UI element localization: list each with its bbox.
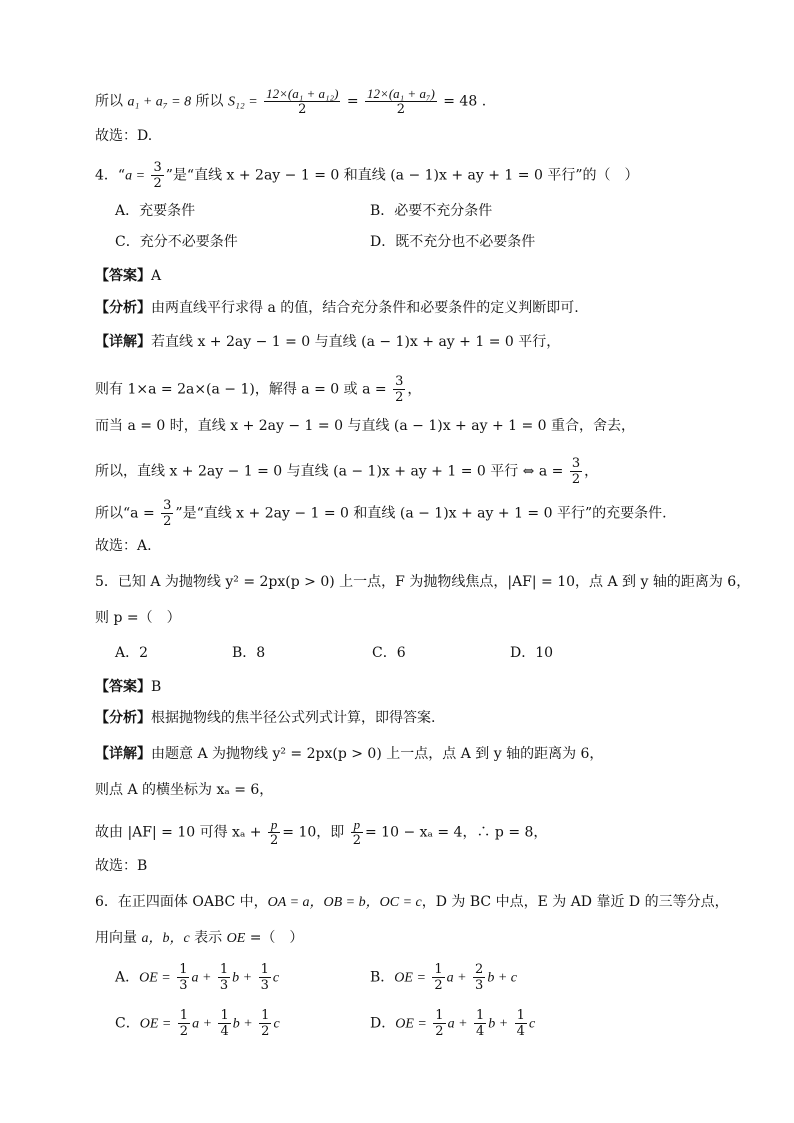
q3-choice: 故选：D. — [95, 128, 153, 144]
q6-option-c[interactable]: C．OE = $\frac{1}{2}$ a + $\frac{1}{4}$ b + $\frac{1}{2}$ c — [115, 1008, 280, 1039]
q3-sum-symbol: S₁₂ = — [228, 94, 258, 110]
q5-stem-2: 则 p =（ ） — [95, 610, 181, 626]
q4-fraction: $\frac{3}{2}$ — [153, 160, 162, 191]
q4-stem: 4．“a = $\frac{3}{2}$ ”是“直线 x + 2ay − 1 = 0 和直线 (a − 1)x + ay + 1 = 0 平行”的（ ） — [95, 160, 639, 191]
q4-answer: 【答案】A — [95, 268, 162, 284]
q5-option-a[interactable]: A．2 — [115, 645, 149, 661]
q4-detail-2: 则有 1×a = 2a×(a − 1)，解得 a = 0 或 a = $\frac{3}{2}$ ， — [95, 374, 422, 405]
q3-result: = 48 . — [443, 93, 487, 110]
q4-analysis: 【分析】由两直线平行求得 a 的值，结合充分条件和必要条件的定义判断即可. — [95, 300, 579, 316]
q4-choice: 故选：A. — [95, 538, 152, 554]
q6-option-b[interactable]: B．OE = $\frac{1}{2}$ a + $\frac{2}{3}$ b + c — [370, 962, 517, 993]
q4-option-d[interactable]: D．既不充分也不必要条件 — [370, 234, 536, 250]
q6-stem-1: 6．在正四面体 OABC 中，OA = a，OB = b，OC = c，D 为 BC 中点，E 为 AD 靠近 D 的三等分点， — [95, 894, 729, 910]
q3-fraction-2: $\frac{\text{12×(a₁ + a₇)}}{2}$ — [367, 86, 435, 117]
q3-text: 所以 — [95, 93, 123, 110]
q5-analysis: 【分析】根据抛物线的焦半径公式列式计算，即得答案. — [95, 710, 436, 726]
q4-detail-3: 而当 a = 0 时，直线 x + 2ay − 1 = 0 与直线 (a − 1)x + ay + 1 = 0 重合，舍去， — [95, 418, 636, 434]
q6-vector-defs: OA = a，OB = b，OC = c — [267, 895, 422, 910]
q5-answer: 【答案】B — [95, 679, 162, 695]
q6-stem-2: 用向量 a，b，c 表示 OE =（ ） — [95, 930, 304, 946]
q4-detail-fraction: $\frac{3}{2}$ — [571, 456, 581, 487]
q6-option-d[interactable]: D．OE = $\frac{1}{2}$ a + $\frac{1}{4}$ b + $\frac{1}{4}$ c — [370, 1008, 536, 1039]
q4-detail-1: 【详解】若直线 x + 2ay − 1 = 0 与直线 (a − 1)x + ay + 1 = 0 平行， — [95, 334, 561, 350]
q4-detail-fraction: $\frac{3}{2}$ — [163, 498, 172, 529]
q4-detail-4: 所以，直线 x + 2ay − 1 = 0 与直线 (a − 1)x + ay + 1 = 0 平行 ⇔ a = $\frac{3}{2}$ ， — [95, 456, 599, 487]
q5-detail-3: 故由 |AF| = 10 可得 xₐ + $\frac{p}{2}$ = 10，即 $\frac{p}{2}$ = 10 − xₐ = 4，∴ p = 8， — [95, 817, 548, 848]
q5-option-c[interactable]: C．6 — [372, 645, 406, 661]
q5-choice: 故选：B — [95, 858, 148, 874]
q4-option-b[interactable]: B．必要不充分条件 — [370, 203, 493, 219]
q5-option-b[interactable]: B．8 — [232, 645, 266, 661]
q4-detail-5: 所以“a = $\frac{3}{2}$ ”是“直线 x + 2ay − 1 = 0 和直线 (a − 1)x + ay + 1 = 0 平行”的充要条件. — [95, 498, 667, 529]
q5-stem-1: 5．已知 A 为抛物线 y² = 2px(p > 0) 上一点，F 为抛物线焦点，|AF| = 10，点 A 到 y 轴的距离为 6， — [95, 574, 751, 590]
q3-sum-line: 所以 a₁ + a₇ = 8 所以 S₁₂ = $\frac{\text{12×(a₁ + a₁₂)}}{2}$ = $\frac{\text{12×(a₁ + a₇)}}{2}$ = 48 . — [95, 86, 487, 117]
q3-text: 所以 — [195, 93, 224, 110]
q3-condition: a₁ + a₇ = 8 — [127, 94, 192, 110]
q5-p-fraction: $\frac{p}{2}$ — [269, 817, 279, 848]
q4-detail-fraction: $\frac{3}{2}$ — [395, 374, 404, 405]
q5-detail-1: 【详解】由题意 A 为抛物线 y² = 2px(p > 0) 上一点，点 A 到 y 轴的距离为 6， — [95, 746, 604, 762]
q5-p-fraction: $\frac{p}{2}$ — [352, 817, 361, 848]
q4-option-c[interactable]: C．充分不必要条件 — [115, 234, 238, 250]
q6-option-a[interactable]: A．OE = $\frac{1}{3}$ a + $\frac{1}{3}$ b + $\frac{1}{3}$ c — [115, 962, 280, 993]
q3-fraction-1: $\frac{\text{12×(a₁ + a₁₂)}}{2}$ — [266, 86, 339, 117]
q4-option-a[interactable]: A．充要条件 — [115, 203, 196, 219]
q6-target-vector: OE — [226, 931, 246, 946]
q6-basis-vectors: a，b，c — [141, 931, 190, 946]
q5-option-d[interactable]: D．10 — [510, 645, 554, 661]
q5-detail-2: 则点 A 的横坐标为 xₐ = 6， — [95, 782, 274, 798]
